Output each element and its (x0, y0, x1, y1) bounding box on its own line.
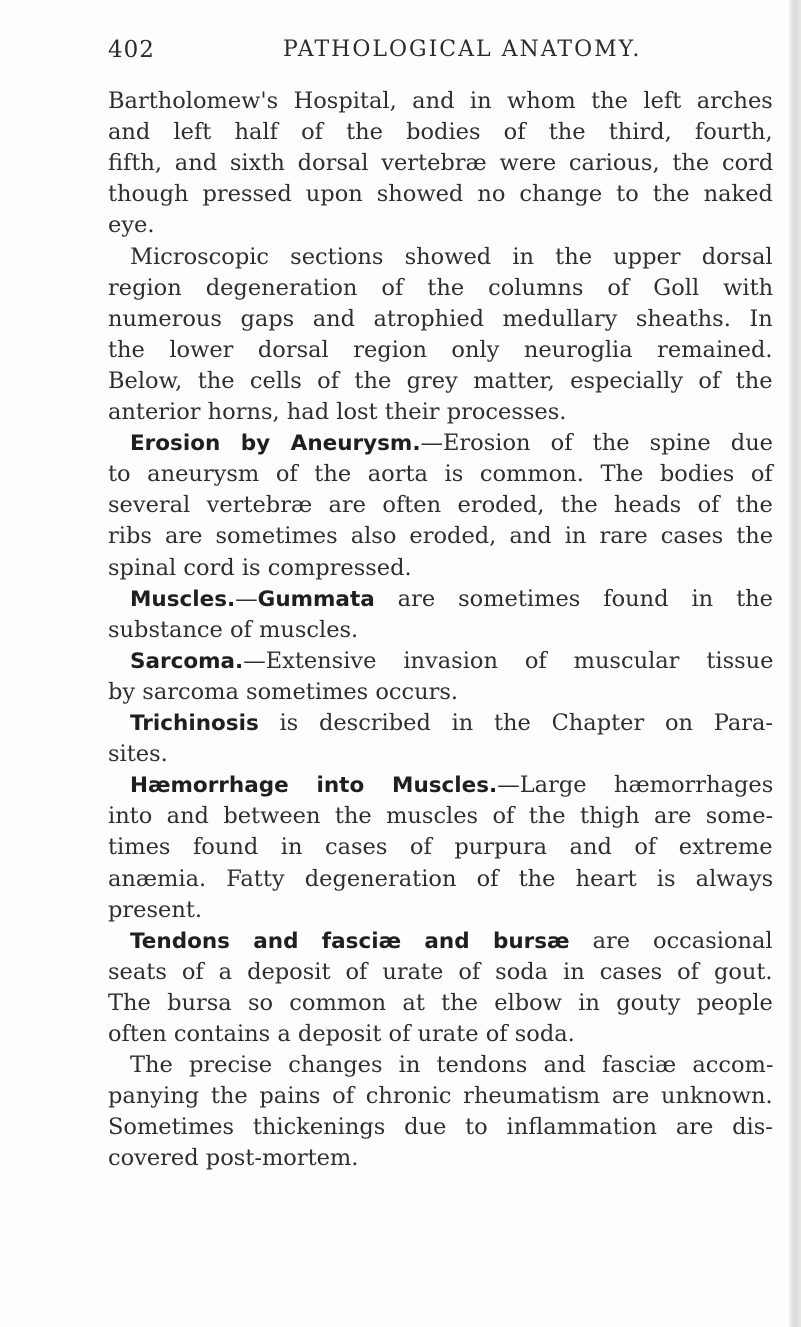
bold-heading-run: Muscles. (130, 586, 236, 612)
bold-heading-run: Tendons and fasciæ and bursæ (130, 928, 570, 954)
text-run: are occasional (569, 927, 773, 954)
text-line (108, 739, 168, 769)
text-run: anæmia. Fatty degeneration of the heart is always (108, 865, 774, 892)
text-run: spinal cord is compressed. (108, 554, 412, 581)
text-run: numerous gaps and atrophied medullary sheaths. In (108, 305, 773, 332)
text-run: ribs are sometimes also eroded, and in rare cases the (108, 523, 774, 550)
text-line (108, 957, 773, 987)
text-line (108, 1081, 773, 1111)
text-line (108, 397, 566, 427)
text-line (108, 335, 773, 365)
text-run: The precise changes in tendons and fasciæ accom- (130, 1052, 774, 1079)
text-run: —Extensive invasion of muscular tissue (243, 647, 774, 674)
text-run: panying the pains of chronic rheumatism are unknown. (108, 1083, 773, 1110)
text-run: anterior horns, had lost their processes. (108, 399, 567, 425)
text-line (108, 117, 773, 147)
text-run: covered post-mortem. (108, 1145, 359, 1172)
text-run: —Large hæmorrhages (497, 772, 774, 799)
text-line (108, 304, 773, 334)
text-run: the lower dorsal region only neuroglia remained. (108, 336, 773, 363)
text-line (130, 1050, 773, 1080)
page-edge-shadow (789, 0, 801, 1327)
text-line (108, 273, 773, 303)
text-line (130, 428, 773, 458)
bold-heading-run: Sarcoma. (130, 648, 244, 674)
text-run: region degeneration of the columns of Goll with (108, 274, 774, 301)
text-line (108, 677, 458, 707)
text-line (108, 988, 773, 1018)
text-line (130, 926, 773, 956)
page-header (108, 37, 708, 67)
text-run: — (235, 585, 258, 612)
text-run: substance of muscles. (108, 616, 359, 643)
text-run: fifth, and sixth dorsal vertebræ were carious, the cord (108, 150, 774, 177)
text-run: sites. (108, 741, 168, 768)
text-line (108, 148, 773, 178)
text-line (130, 646, 773, 676)
text-run: though pressed upon showed no change to the naked (108, 181, 773, 208)
bold-heading-run: Trichinosis (130, 711, 259, 736)
text-line (108, 179, 773, 209)
text-run: to aneurysm of the aorta is common. The bodies of (108, 461, 773, 488)
running-title: PATHOLOGICAL ANATOMY. (283, 37, 642, 62)
text-line (108, 832, 773, 862)
text-line (108, 210, 155, 240)
text-line (108, 1143, 358, 1173)
text-run: into and between the muscles of the thigh are some- (108, 803, 774, 830)
text-line (108, 801, 773, 831)
text-run: often contains a deposit of urate of soda. (108, 1021, 575, 1047)
text-run: is described in the Chapter on Para- (258, 710, 774, 736)
text-line (108, 490, 773, 520)
page-number: 402 (108, 37, 155, 63)
text-run: eye. (108, 212, 155, 239)
text-line (108, 86, 773, 116)
text-line (108, 553, 412, 583)
text-line (130, 708, 773, 738)
text-line (108, 895, 202, 925)
text-run: present. (108, 896, 203, 923)
text-run: Below, the cells of the grey matter, especially of the (108, 367, 773, 394)
text-run: times found in cases of purpura and of extreme (108, 834, 773, 861)
bold-heading-run: Gummata (257, 586, 375, 612)
text-run: seats of a deposit of urate of soda in cases of gout. (108, 958, 773, 985)
text-run: and left half of the bodies of the third, fourth, (108, 119, 773, 146)
text-run: Microscopic sections showed in the upper dorsal (130, 243, 773, 270)
text-line (108, 366, 773, 396)
text-line (108, 459, 773, 489)
text-run: —Erosion of the spine due (420, 430, 773, 457)
text-run: are sometimes found in the (374, 585, 773, 612)
text-run: by sarcoma sometimes occurs. (108, 678, 459, 705)
text-run: The bursa so common at the elbow in gouty people (108, 989, 773, 1016)
text-line (108, 864, 773, 894)
text-line (108, 1112, 773, 1142)
text-line (130, 770, 773, 800)
text-line (130, 242, 773, 272)
bold-heading-run: Hæmorrhage into Muscles. (130, 773, 498, 799)
text-run: several vertebræ are often eroded, the heads of the (108, 492, 773, 519)
text-line (130, 584, 773, 614)
text-run: Sometimes thickenings due to inflammation are dis- (108, 1114, 773, 1141)
text-run: Bartholomew's Hospital, and in whom the left arches (108, 88, 773, 114)
text-line (108, 1019, 575, 1049)
bold-heading-run: Erosion by Aneurysm. (130, 431, 421, 457)
text-line (108, 521, 773, 551)
text-line (108, 615, 358, 645)
